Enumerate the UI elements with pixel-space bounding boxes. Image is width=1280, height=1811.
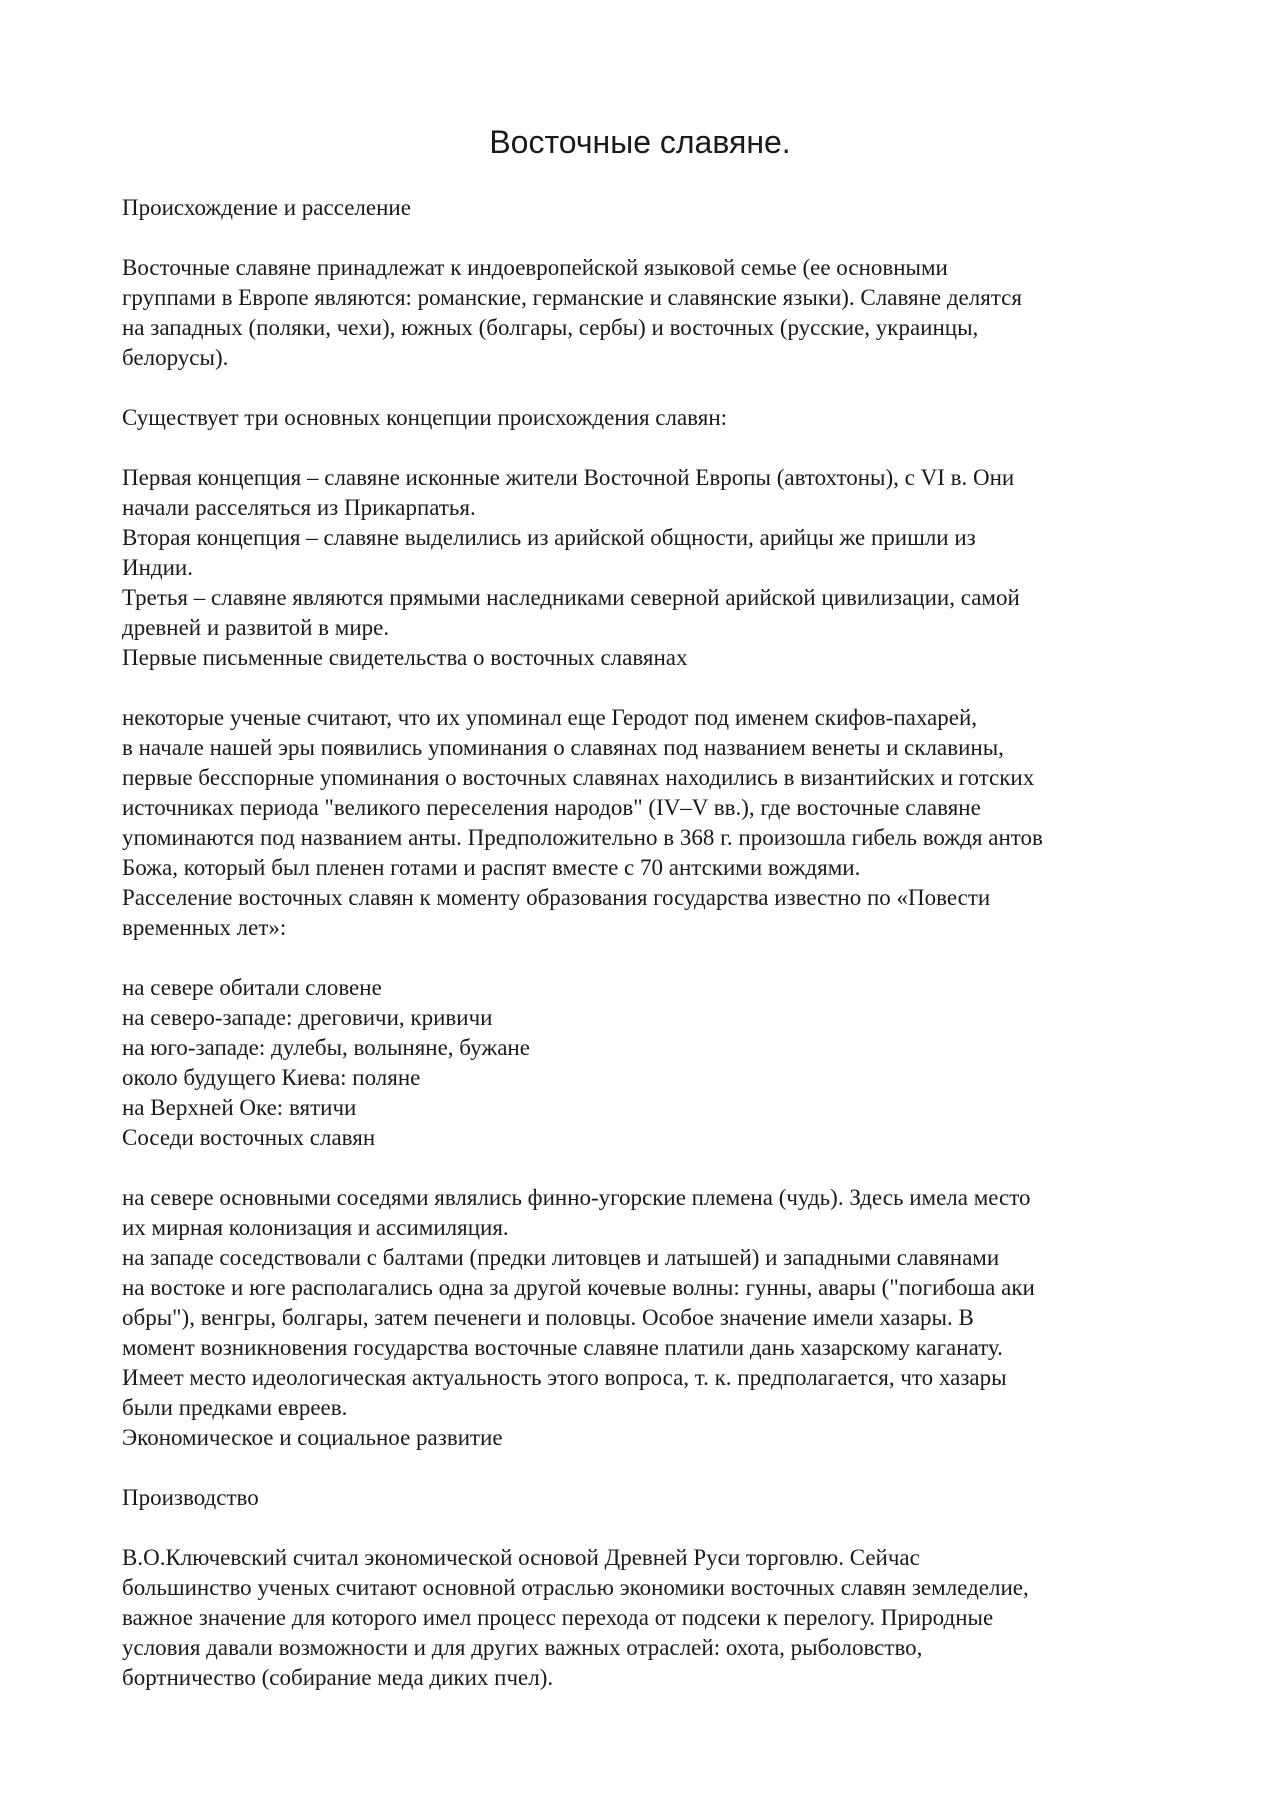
text-line: важное значение для которого имел процесс перехода от подсеки к перелогу. Природные xyxy=(122,1605,994,1630)
text-line: группами в Европе являются: романские, германские и славянские языки). Славяне делятся xyxy=(122,285,1022,310)
text-line: Экономическое и социальное развитие xyxy=(122,1425,503,1450)
text-line: В.О.Ключевский считал экономической основой Древней Руси торговлю. Сейчас xyxy=(122,1545,920,1570)
blank-line xyxy=(122,673,1182,703)
text-line: Восточные славяне принадлежат к индоевропейской языковой семье (ее основными xyxy=(122,255,948,280)
text-line: Расселение восточных славян к моменту образования государства известно по «Повести xyxy=(122,885,991,910)
text-line: начали расселяться из Прикарпатья. xyxy=(122,495,476,520)
text-line: на западных (поляки, чехи), южных (болгары, сербы) и восточных (русские, украинцы, xyxy=(122,315,979,340)
text-line: момент возникновения государства восточные славяне платили дань хазарскому каганату. xyxy=(122,1335,1003,1360)
text-line: на севере основными соседями являлись финно-угорские племена (чудь). Здесь имела место xyxy=(122,1185,1031,1210)
text-line: первые бесспорные упоминания о восточных славянах находились в византийских и готских xyxy=(122,765,1035,790)
text-line: Происхождение и расселение xyxy=(122,195,411,220)
text-line: на севере обитали словене xyxy=(122,975,382,1000)
blank-line xyxy=(122,1453,1182,1483)
text-line: древней и развитой в мире. xyxy=(122,615,390,640)
text-line: некоторые ученые считают, что их упоминал еще Геродот под именем скифов-пахарей, xyxy=(122,705,978,730)
document-title: Восточные славяне. xyxy=(489,124,791,160)
text-line: Индии. xyxy=(122,555,193,580)
text-line: на Верхней Оке: вятичи xyxy=(122,1095,357,1120)
text-line: Вторая концепция – славяне выделились из арийской общности, арийцы же пришли из xyxy=(122,525,976,550)
text-line: Первые письменные свидетельства о восточных славянах xyxy=(122,645,688,670)
text-line: Имеет место идеологическая актуальность этого вопроса, т. к. предполагается, что хазары xyxy=(122,1365,1007,1390)
text-line: бортничество (собирание меда диких пчел). xyxy=(122,1665,554,1690)
blank-line xyxy=(122,433,1182,463)
text-line: Соседи восточных славян xyxy=(122,1125,376,1150)
text-line: Первая концепция – славяне исконные жители Восточной Европы (автохтоны), с VI в. Они xyxy=(122,465,1015,490)
blank-line xyxy=(122,223,1182,253)
text-line: на западе соседствовали с балтами (предки литовцев и латышей) и западными славянами xyxy=(122,1245,1000,1270)
text-line: Божа, который был пленен готами и распят вместе с 70 антскими вождями. xyxy=(122,855,861,880)
text-line: Производство xyxy=(122,1485,259,1510)
text-line: условия давали возможности и для других важных отраслей: охота, рыболовство, xyxy=(122,1635,923,1660)
text-line: Существует три основных концепции происхождения славян: xyxy=(122,405,728,430)
document-body xyxy=(122,193,1182,1693)
text-line: упоминаются под названием анты. Предположительно в 368 г. произошла гибель вождя антов xyxy=(122,825,1043,850)
text-line: белорусы). xyxy=(122,345,229,370)
text-line: на северо-западе: дреговичи, кривичи xyxy=(122,1005,493,1030)
text-line: источниках периода "великого переселения народов" (IV–V вв.), где восточные славяне xyxy=(122,795,981,820)
text-line: в начале нашей эры появились упоминания о славянах под названием венеты и склавины, xyxy=(122,735,1004,760)
text-line: временных лет»: xyxy=(122,915,287,940)
blank-line xyxy=(122,943,1182,973)
text-line: обры"), венгры, болгары, затем печенеги и половцы. Особое значение имели хазары. В xyxy=(122,1305,974,1330)
text-line: около будущего Киева: поляне xyxy=(122,1065,421,1090)
text-line: их мирная колонизация и ассимиляция. xyxy=(122,1215,509,1240)
blank-line xyxy=(122,1153,1182,1183)
blank-line xyxy=(122,373,1182,403)
text-line: большинство ученых считают основной отраслью экономики восточных славян земледелие, xyxy=(122,1575,1029,1600)
text-line: Третья – славяне являются прямыми наследниками северной арийской цивилизации, самой xyxy=(122,585,1020,610)
text-line: на юго-западе: дулебы, волыняне, бужане xyxy=(122,1035,530,1060)
text-line: были предками евреев. xyxy=(122,1395,348,1420)
text-line: на востоке и юге располагались одна за другой кочевые волны: гунны, авары ("погибоша аки xyxy=(122,1275,1035,1300)
blank-line xyxy=(122,1513,1182,1543)
